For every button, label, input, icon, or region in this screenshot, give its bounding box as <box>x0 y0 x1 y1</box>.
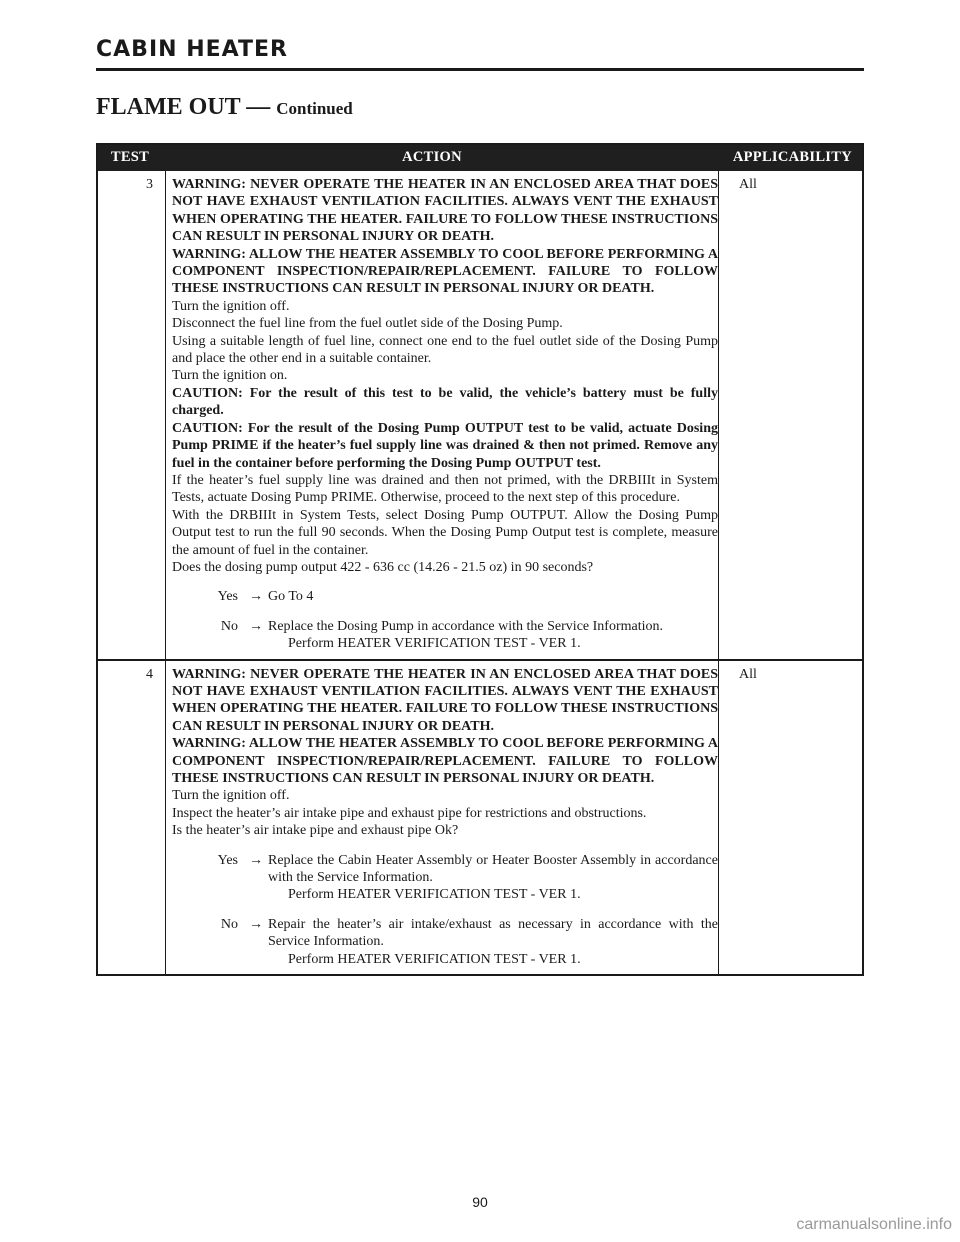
arrow-icon: → <box>249 589 263 605</box>
applicability-cell: All <box>739 177 757 192</box>
instruction-text: With the DRBIIIt in System Tests, select Dosing Pump OUTPUT. Allow the Dosing Pump Output test to run the full 90 seconds. When the Dosing Pump Output test is complete, measure the amount of fuel in the container. <box>172 507 718 558</box>
section-title: CABIN HEATER <box>96 37 288 62</box>
result-text <box>268 852 718 904</box>
result-branch <box>172 588 718 605</box>
warning-text: WARNING: ALLOW THE HEATER ASSEMBLY TO COOL BEFORE PERFORMING A COMPONENT INSPECTION/REPAIR/REPLACEMENT. FAILURE TO FOLLOW THESE INSTRUCTIONS CAN RESULT IN PERSONAL INJURY OR DEATH. <box>172 246 718 297</box>
result-branch <box>172 852 718 904</box>
table-body <box>98 171 862 974</box>
instruction-text: Is the heater’s air intake pipe and exhaust pipe Ok? <box>172 823 459 839</box>
action-cell <box>166 661 719 975</box>
col-test-header: TEST <box>110 149 150 166</box>
col-action-header: ACTION <box>402 149 462 166</box>
result-action: Replace the Dosing Pump in accordance with the Service Information. <box>268 618 663 634</box>
warning-text: CAUTION: For the result of the Dosing Pump OUTPUT test to be valid, actuate Dosing Pump PRIME if the heater’s fuel supply line was drained & then not primed. Remove any fuel in the container before performing the Dosing Pump OUTPUT test. <box>172 420 718 471</box>
result-followup: Perform HEATER VERIFICATION TEST - VER 1. <box>288 636 581 652</box>
warning-text: WARNING: ALLOW THE HEATER ASSEMBLY TO COOL BEFORE PERFORMING A COMPONENT INSPECTION/REPAIR/REPLACEMENT. FAILURE TO FOLLOW THESE INSTRUCTIONS CAN RESULT IN PERSONAL INJURY OR DEATH. <box>172 736 718 786</box>
result-action: Replace the Cabin Heater Assembly or Heater Booster Assembly in accordance with the Service Information. <box>268 852 718 886</box>
result-text <box>268 916 718 968</box>
warning-text: CAUTION: For the result of this test to be valid, the vehicle’s battery must be fully charged. <box>172 385 718 419</box>
instruction-text: If the heater’s fuel supply line was drained and then not primed, with the DRBIIIt in System Tests, actuate Dosing Pump PRIME. Otherwise, proceed to the next step of this procedure. <box>172 472 718 506</box>
result-followup: Perform HEATER VERIFICATION TEST - VER 1. <box>288 887 581 903</box>
result-branch <box>172 618 718 653</box>
instruction-text: Turn the ignition off. <box>172 298 290 314</box>
arrow-icon: → <box>249 618 263 634</box>
procedure-title <box>96 94 353 121</box>
header-rule <box>96 68 864 71</box>
applicability-cell: All <box>739 666 757 682</box>
instruction-text: Using a suitable length of fuel line, connect one end to the fuel outlet side of the Dosing Pump and place the other end in a suitable container. <box>172 333 718 367</box>
table-header <box>98 145 862 171</box>
page-number: 90 <box>472 1194 488 1210</box>
procedure-title-continued: Continued <box>276 99 353 118</box>
procedure-title-main: FLAME OUT — <box>96 94 271 120</box>
test-number: 4 <box>98 661 166 975</box>
table-row <box>98 659 862 975</box>
table-row <box>98 171 862 659</box>
page-header <box>96 36 864 71</box>
test-number: 3 <box>98 171 166 659</box>
arrow-icon: → <box>249 852 263 868</box>
result-action: Repair the heater’s air intake/exhaust as necessary in accordance with the Service Information. <box>268 916 718 950</box>
result-followup: Perform HEATER VERIFICATION TEST - VER 1. <box>288 951 581 967</box>
warning-text: WARNING: NEVER OPERATE THE HEATER IN AN ENCLOSED AREA THAT DOES NOT HAVE EXHAUST VENTILATION FACILITIES. ALWAYS VENT THE EXHAUST WHEN OPERATING THE HEATER. FAILURE TO FOLLOW THESE INSTRUCTIONS CAN RESULT IN PERSONAL INJURY OR DEATH. <box>172 666 718 734</box>
diagnostic-table <box>96 143 864 976</box>
warning-text: WARNING: NEVER OPERATE THE HEATER IN AN ENCLOSED AREA THAT DOES NOT HAVE EXHAUST VENTILATION FACILITIES. ALWAYS VENT THE EXHAUST WHEN OPERATING THE HEATER. FAILURE TO FOLLOW THESE INSTRUCTIONS CAN RESULT IN PERSONAL INJURY OR DEATH. <box>172 177 718 245</box>
instruction-text: Disconnect the fuel line from the fuel outlet side of the Dosing Pump. <box>172 316 563 332</box>
result-text <box>268 618 718 653</box>
watermark: carmanualsonline.info <box>796 1216 952 1233</box>
result-action: Go To 4 <box>268 589 314 605</box>
col-applicability-header: APPLICABILITY <box>732 149 852 166</box>
result-label: Yes <box>217 852 238 868</box>
arrow-icon: → <box>249 916 263 932</box>
action-cell <box>166 171 719 659</box>
result-label: No <box>220 618 238 634</box>
instruction-text: Does the dosing pump output 422 - 636 cc (14.26 - 21.5 oz) in 90 seconds? <box>172 559 594 575</box>
result-text <box>268 588 718 605</box>
instruction-text: Inspect the heater’s air intake pipe and exhaust pipe for restrictions and obstructions. <box>172 805 647 821</box>
result-branch <box>172 916 718 968</box>
result-label: Yes <box>217 589 238 605</box>
instruction-text: Turn the ignition on. <box>172 368 288 384</box>
result-label: No <box>220 916 238 932</box>
instruction-text: Turn the ignition off. <box>172 788 290 804</box>
